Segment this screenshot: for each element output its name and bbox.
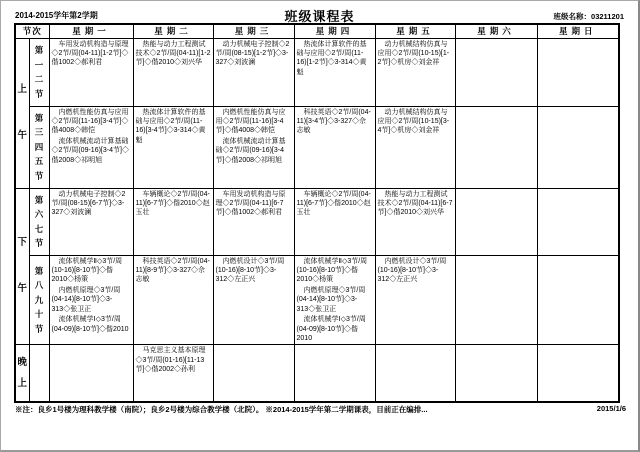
course-cell (294, 188, 375, 255)
course-cell (49, 255, 133, 345)
period-label-cell (29, 188, 49, 255)
table-row-periods-8-10 (15, 255, 619, 345)
day-header-wednesday: 星期三 (213, 24, 294, 38)
table-row-periods-1-2 (15, 38, 619, 106)
course-entry: 马克思主义基本原理◇3节/周(01-16)[11-13节]◇偕2002◇孙利 (135, 347, 206, 374)
day-header-monday: 星期一 (49, 24, 133, 38)
page-footer (15, 404, 626, 415)
course-entry: 流体机械流动计算基础◇2节/周(09-16)[3-4节]◇偕2008◇祁明旭 (215, 137, 286, 164)
period-group-cell-evening (15, 345, 29, 402)
course-cell-empty (455, 255, 537, 345)
period-corner-header: 节次 (15, 24, 49, 38)
course-entry: 流体机械学Ⅰ◇3节/周(04-09)[8-10节]◇偕2010 (51, 316, 129, 333)
period-label: 第六七节 (34, 194, 44, 248)
course-entry: 内燃机性能仿真与应用◇2节/周(11-16)[3-4节]◇偕4008◇韩恺 (215, 108, 286, 135)
period-group-label: 上午 (17, 84, 27, 141)
page-header (14, 6, 625, 22)
course-cell (375, 255, 455, 345)
period-label-cell (29, 345, 49, 402)
course-entry: 流体机械流动计算基础◇2节/周(09-16)[3-4节]◇偕2008◇祁明旭 (51, 137, 129, 164)
period-label-cell (29, 106, 49, 188)
day-header-friday: 星期五 (375, 24, 455, 38)
table-row-periods-3-5 (15, 106, 619, 188)
course-cell-empty (537, 345, 619, 402)
day-header-thursday: 星期四 (294, 24, 375, 38)
course-cell (133, 188, 213, 255)
course-cell (49, 188, 133, 255)
course-entry: 内燃机性能仿真与应用◇2节/周(11-16)[3-4节]◇偕4008◇韩恺 (51, 108, 129, 135)
course-cell (49, 106, 133, 188)
course-entry: 流体机械学Ⅱ◇3节/周(10-16)[8-10节]◇偕2010◇杨策 (296, 257, 368, 284)
course-entry: 内燃机设计◇3节/周(10-16)[8-10节]◇3-312◇左正兴 (377, 257, 447, 284)
course-cell (213, 255, 294, 345)
course-cell (133, 106, 213, 188)
course-cell (133, 345, 213, 402)
period-label-cell (29, 255, 49, 345)
course-entry: 科技英语◇2节/周(04-11)[3-4节]◇3-327◇佘志敏 (296, 108, 371, 135)
course-entry: 科技英语◇2节/周(04-11)[8-9节]◇3-327◇佘志敏 (135, 257, 210, 284)
period-group-cell-afternoon (15, 188, 29, 345)
course-entry: 动力机械结构仿真与应用◇2节/周(10-15)[1-2节]◇机房◇刘金祥 (377, 40, 450, 67)
course-entry: 流体机械学Ⅱ◇3节/周(10-16)[8-10节]◇偕2010◇杨策 (51, 257, 123, 284)
course-cell-empty (537, 255, 619, 345)
period-group-label: 晚上 (17, 357, 27, 390)
class-name-label: 班级名称：03211201 (553, 12, 624, 21)
header-row (15, 24, 619, 38)
course-entry: 内燃机原理◇3节/周(04-14)[8-10节]◇3-313◇张卫正 (296, 286, 366, 313)
course-cell-empty (537, 38, 619, 106)
course-cell-empty (455, 38, 537, 106)
course-entry: 动力机械结构仿真与应用◇2节/周(10-15)[3-4节]◇机房◇刘金祥 (377, 108, 450, 135)
course-cell-empty (49, 345, 133, 402)
table-row-periods-6-7 (15, 188, 619, 255)
course-cell (294, 106, 375, 188)
course-entry: 车辆概论◇2节/周(04-11)[6-7节]◇偕2010◇赵玉壮 (135, 190, 210, 217)
day-header-sunday: 星期日 (537, 24, 619, 38)
period-group-label: 下午 (17, 237, 27, 295)
schedule-table (14, 23, 620, 403)
course-cell (49, 38, 133, 106)
course-cell-empty (537, 188, 619, 255)
semester-label: 2014-2015学年第2学期 (15, 11, 98, 20)
footer-date: 2015/1/6 (596, 404, 626, 413)
period-label-cell (29, 38, 49, 106)
course-entry: 内燃机设计◇3节/周(10-16)[8-10节]◇3-312◇左正兴 (215, 257, 285, 284)
period-label: 第一二节 (34, 45, 44, 99)
course-entry: 流体机械学Ⅰ◇3节/周(04-09)[8-10节]◇偕2010 (296, 316, 366, 342)
course-cell (294, 255, 375, 345)
course-entry: 热能与动力工程测试技术◇2节/周(04-11)[6-7节]◇偕2010◇刘兴华 (377, 190, 453, 217)
course-cell-empty (375, 345, 455, 402)
period-label: 第三四五节 (34, 112, 44, 181)
course-entry: 热流体计算软件的基础与应用◇2节/周(11-16)[3-4节]◇3-314◇黄魁 (135, 108, 206, 144)
course-entry: 车用发动机构造与原理◇2节/周(04-11)[1-2节]◇偕1002◇郝利君 (51, 40, 129, 67)
course-entry: 热流体计算软件的基础与应用◇2节/周(11-16)[1-2节]◇3-314◇黄魁 (296, 40, 367, 76)
course-entry: 车辆概论◇2节/周(04-11)[6-7节]◇偕2010◇赵玉壮 (296, 190, 371, 217)
course-entry: 动力机械电子控制◇2节/周(08-15)[1-2节]◇3-327◇刘波澜 (215, 40, 290, 67)
course-cell (213, 106, 294, 188)
course-cell (133, 38, 213, 106)
course-cell-empty (294, 345, 375, 402)
course-entry: 内燃机原理◇3节/周(04-14)[8-10节]◇3-313◇张卫正 (51, 286, 121, 313)
course-cell (375, 38, 455, 106)
footer-note: ※注：良乡1号楼为理科教学楼（南院）；良乡2号楼为综合教学楼（北院）。 ※2014-2015学年第二学期课表，目前正在编排... (15, 405, 428, 414)
course-cell (375, 106, 455, 188)
course-cell (375, 188, 455, 255)
course-cell (133, 255, 213, 345)
page-title: 班级课程表 (284, 9, 355, 24)
course-cell-empty (455, 106, 537, 188)
course-cell-empty (455, 188, 537, 255)
table-row-evening (15, 345, 619, 402)
course-cell (213, 188, 294, 255)
course-entry: 热能与动力工程测试技术◇2节/周(04-11)[1-2节]◇偕2010◇刘兴华 (135, 40, 211, 67)
course-entry: 车用发动机构造与原理◇2节/周(04-11)[6-7节]◇偕1002◇郝利君 (215, 190, 286, 217)
course-cell (294, 38, 375, 106)
course-cell-empty (213, 345, 294, 402)
course-cell (213, 38, 294, 106)
day-header-tuesday: 星期二 (133, 24, 213, 38)
period-group-cell-morning (15, 38, 29, 188)
course-entry: 动力机械电子控制◇2节/周(08-15)[6-7节]◇3-327◇刘波澜 (51, 190, 126, 217)
course-cell-empty (537, 106, 619, 188)
day-header-saturday: 星期六 (455, 24, 537, 38)
period-label: 第八九十节 (34, 265, 44, 334)
course-cell-empty (455, 345, 537, 402)
